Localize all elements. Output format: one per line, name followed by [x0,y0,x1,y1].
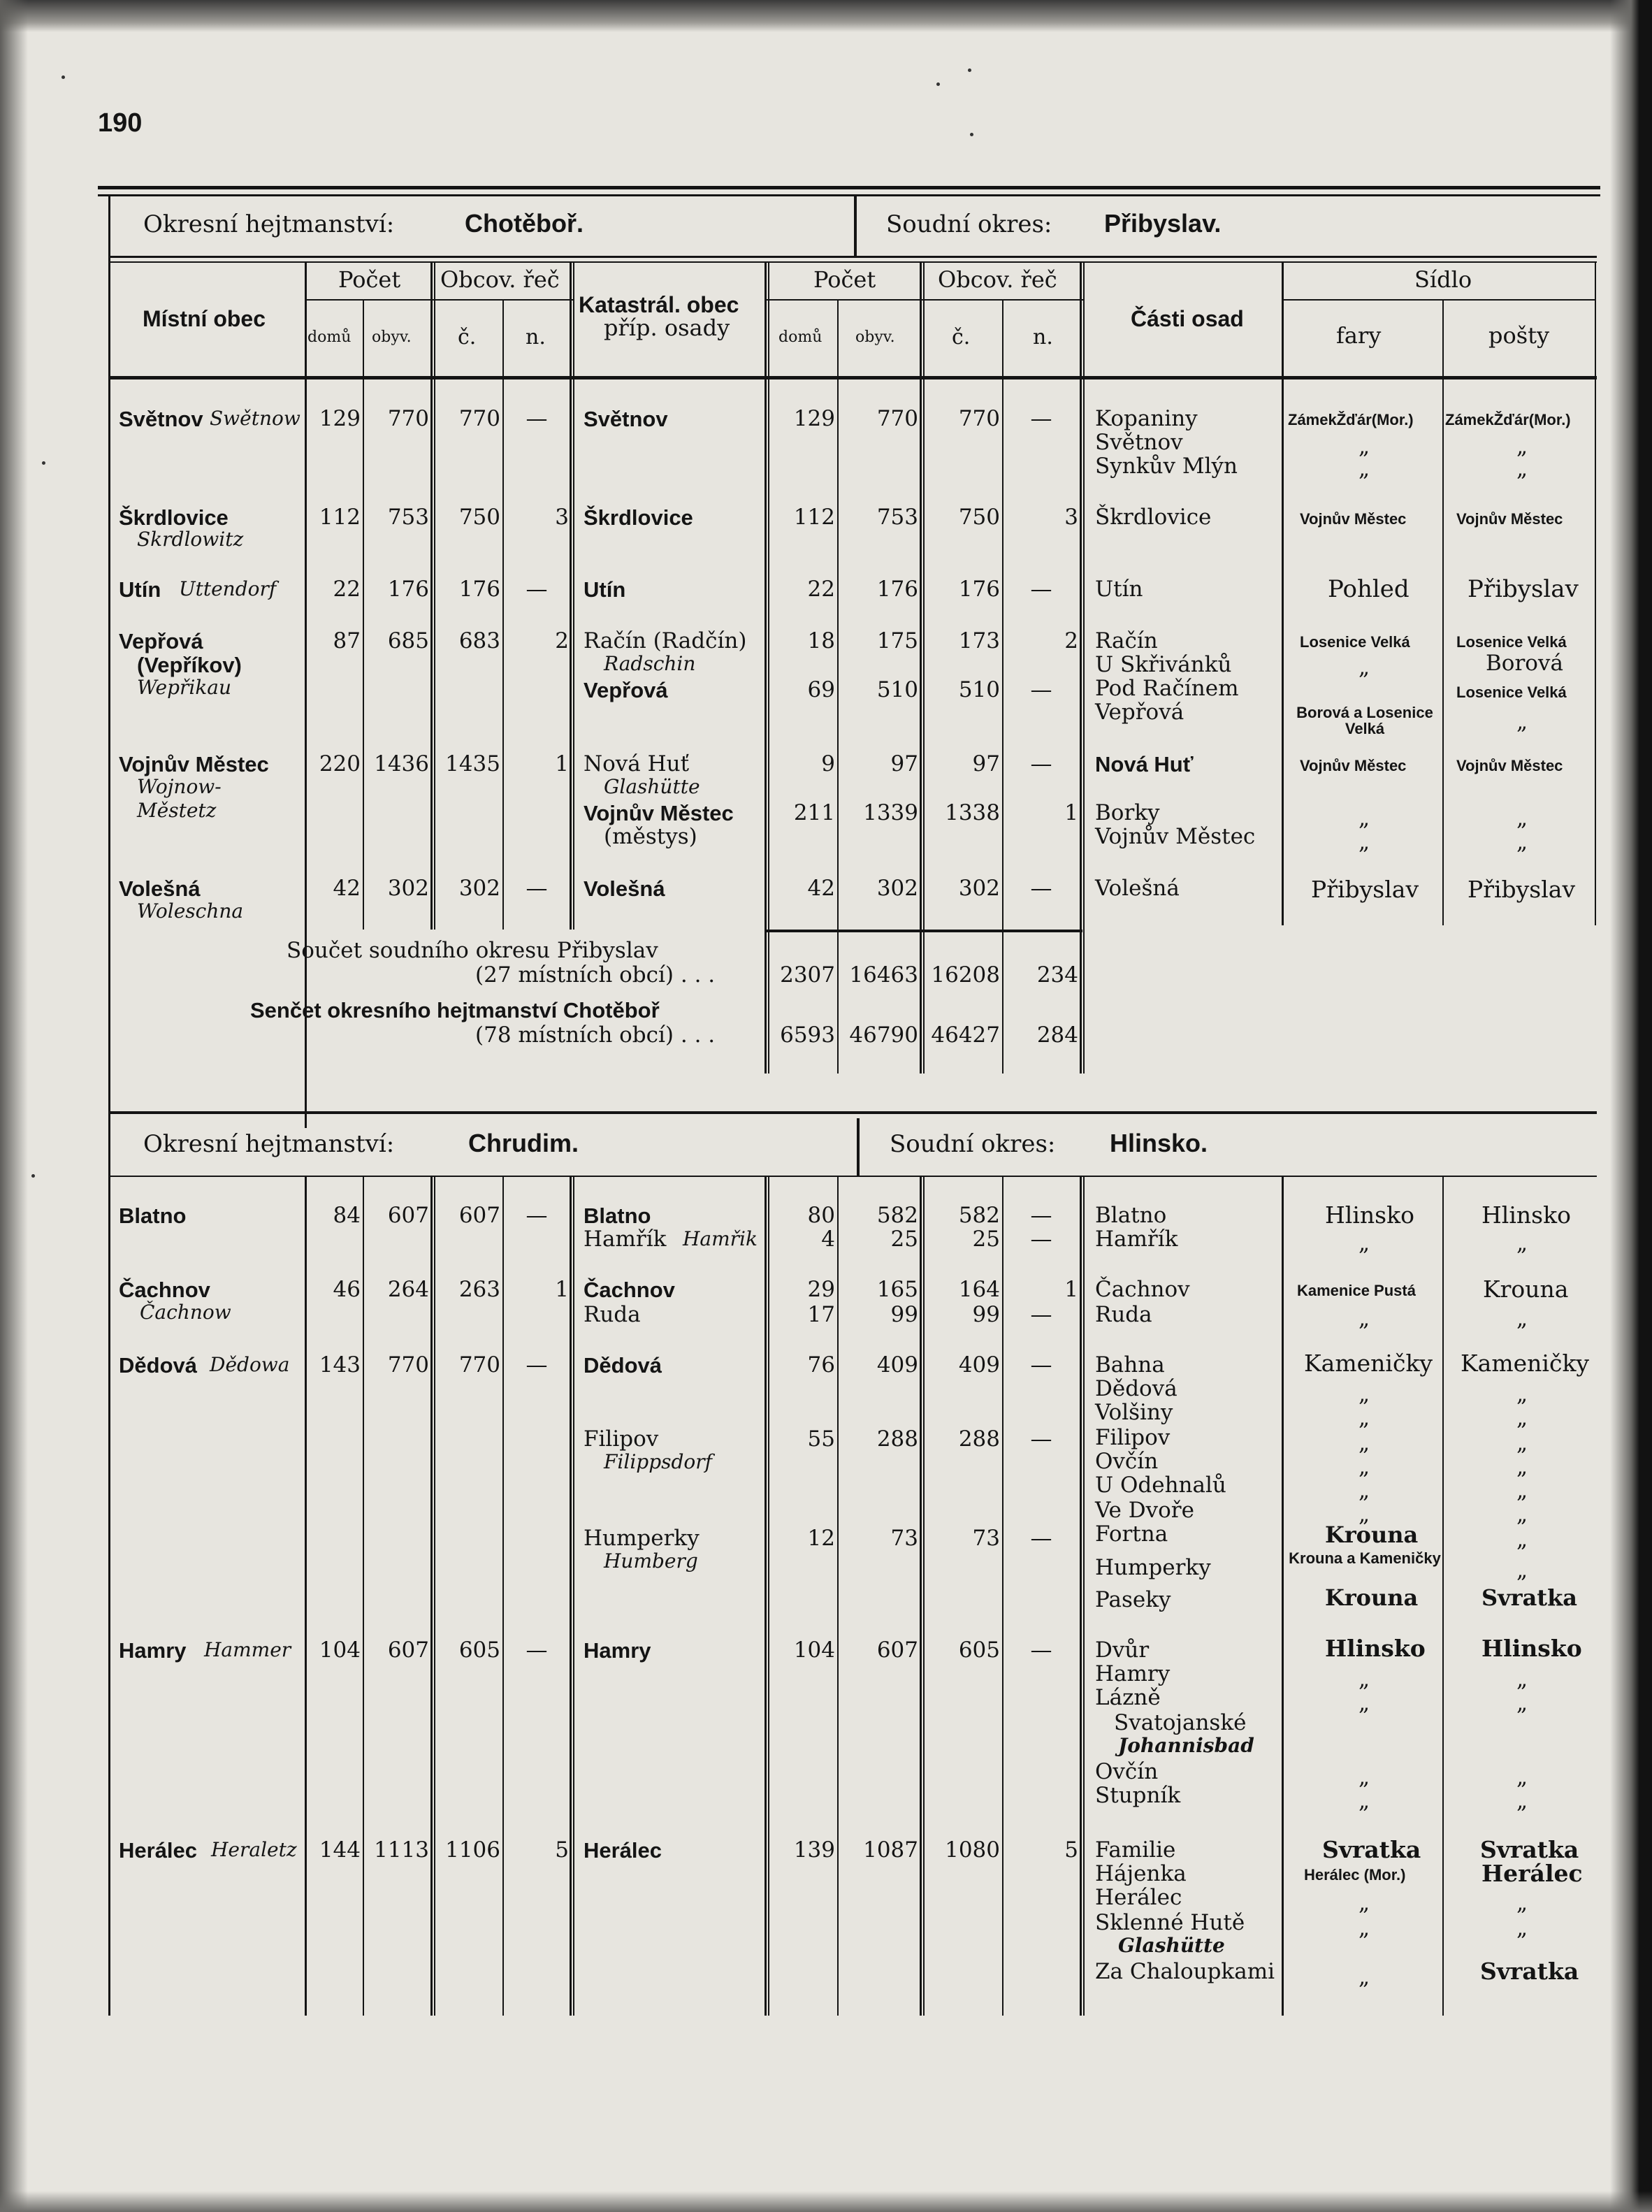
osada: Nová Huť [1095,752,1194,776]
col-header-c: č. [458,325,477,349]
obec-name: Škrdlovice [119,505,229,530]
obec-name: Vojnův Městec [119,752,269,776]
fara: Krouna [1325,1521,1419,1548]
cell-domu: 112 [319,505,361,530]
cell-n: — [526,577,548,602]
katastr-name-de: Humberg [604,1549,698,1573]
osada: Volešná [1095,876,1180,901]
cell-n: 1 [555,1277,569,1302]
cell-k-n: 1 [1064,1277,1078,1302]
cell-k-n: 3 [1064,505,1078,530]
obec-name-de: Skrdlowitz [137,528,244,551]
cell-obyv: 770 [387,406,429,431]
cell-k-domu: 12 [807,1526,835,1551]
katastr-name: Vepřová [584,678,668,702]
cell-domu: 144 [319,1837,361,1863]
cell-k-domu: 112 [793,505,835,530]
scan-edge-left [0,0,28,2212]
cell-k-n: — [1030,1638,1052,1663]
cell-k-domu: 22 [807,577,835,602]
cell-k-domu: 129 [793,406,835,431]
col-header-n: n. [526,325,546,349]
cell-n: 3 [555,505,569,530]
cell-k-obyv: 770 [876,406,918,431]
cell-c: 607 [458,1203,500,1228]
cell-domu: 143 [319,1352,361,1378]
cell-k-c: 164 [958,1277,1000,1302]
osada: U Skřivánků [1095,652,1232,677]
cell-n: — [526,406,548,431]
col-header-pocet: Počet [338,266,401,293]
speck [61,75,65,79]
katastr-name: Herálec [584,1838,662,1863]
osada: Synkův Mlýn [1095,454,1238,479]
cell-k-domu: 29 [807,1277,835,1302]
cell-k-obyv: 510 [876,677,918,702]
katastr-name: Škrdlovice [584,505,693,530]
obec-name: Utín [119,577,161,602]
cell-obyv: 607 [387,1638,429,1663]
cell-k-c: 409 [958,1352,1000,1378]
katastr-name-de: Filippsdorf [604,1450,713,1473]
cell-domu: 220 [319,751,361,776]
cell-domu: 22 [333,577,361,602]
obec-name-de: Městetz [137,799,217,822]
obec-name: Volešná [119,876,201,901]
district-name: Chotěboř. [465,209,584,238]
osada: Ve Dvoře [1095,1498,1194,1523]
col-header-katastr: Katastrál. obec [579,292,739,317]
osada: Borky [1095,800,1160,825]
sum-domu: 6593 [780,1022,835,1048]
cell-k-obyv: 175 [876,628,918,653]
obec-name-de: Hammer [204,1638,291,1661]
sum-n: 284 [1036,1022,1078,1048]
fara: Hlinsko [1325,1201,1414,1229]
cell-k-c: 510 [958,677,1000,702]
osada: Utín [1095,577,1143,602]
cell-k-domu: 42 [807,876,835,901]
cell-n: 2 [555,628,569,653]
sum-domu: 2307 [780,962,835,988]
posta: Kameničky [1461,1350,1590,1377]
cell-obyv: 1113 [374,1837,429,1863]
osada: Račín [1095,628,1158,653]
osada: Ovčín [1095,1759,1159,1784]
cell-k-obyv: 607 [876,1638,918,1663]
cell-n: — [526,876,548,901]
posta: ZámekŽďár(Mor.) [1445,411,1571,428]
scan-edge-bottom [0,2191,1652,2212]
obec-name-de: Heraletz [211,1838,297,1861]
cell-k-c: 176 [958,577,1000,602]
fara: Vojnův Městec [1300,757,1407,774]
osada: Volšiny [1095,1400,1173,1425]
speck [968,68,971,72]
page-number: 190 [98,108,143,138]
court-name: Přibyslav. [1104,209,1222,238]
cell-k-obyv: 1087 [863,1837,918,1863]
osada: Dvůr [1095,1638,1150,1663]
osada: Pod Račínem [1095,676,1239,701]
cell-domu: 104 [319,1638,361,1663]
fara: Vojnův Městec [1300,510,1407,528]
fara: Kamenice Pustá [1297,1282,1416,1299]
posta: Krouna [1483,1275,1569,1303]
cell-domu: 87 [333,628,361,653]
cell-obyv: 607 [387,1203,429,1228]
cell-k-domu: 80 [807,1203,835,1228]
district-label: Okresní hejtmanství: [143,210,395,238]
cell-k-domu: 69 [807,677,835,702]
katastr-name: Světnov [584,407,668,431]
obec-name-de: Wojnow- [137,775,222,798]
fara: Kameničky [1304,1350,1433,1377]
posta: Losenice Velká [1456,684,1567,701]
cell-k-n: — [1030,1203,1052,1228]
obec-name: Světnov [119,407,203,431]
speck [42,461,45,465]
scan-edge-top [0,0,1652,32]
col-header-c-2: č. [952,325,971,349]
posta: Vojnův Městec [1456,510,1563,528]
posta: Svratka [1480,1958,1579,1985]
katastr-name-alt: (městys) [604,824,697,849]
sum-label: Senčet okresního hejtmanství Chotěboř [250,998,660,1022]
cell-k-c: 605 [958,1638,1000,1663]
cell-c: 750 [458,505,500,530]
scan-edge-right [1610,0,1652,2212]
osada-de: Glashütte [1118,1934,1225,1957]
cell-c: 176 [458,577,500,602]
obec-name: Dědová [119,1353,197,1378]
katastr-name-de: Glashütte [604,775,700,798]
osada: Hamřík [1095,1227,1178,1252]
col-header-katastr-2: příp. osady [604,315,730,341]
court-label: Soudní okres: [890,1130,1056,1158]
court-name: Hlinsko. [1110,1129,1208,1157]
cell-obyv: 685 [387,628,429,653]
cell-k-c: 582 [958,1203,1000,1228]
fara: ZámekŽďár(Mor.) [1288,411,1414,428]
cell-k-obyv: 288 [876,1426,918,1452]
osada: Za Chaloupkami [1095,1959,1275,1984]
posta: Losenice Velká [1456,633,1567,651]
cell-c: 605 [458,1638,500,1663]
katastr-name: Hamřík [584,1227,667,1252]
sum-label: (78 místních obcí) . . . [475,1022,716,1048]
cell-k-c: 73 [972,1526,1000,1551]
sum-obyv: 46790 [849,1022,918,1048]
cell-k-n: — [1030,1227,1052,1252]
fara: Krouna a Kameničky [1289,1549,1441,1567]
fara: Hlinsko [1325,1635,1426,1662]
posta: Přibyslav [1468,876,1576,903]
cell-k-n: — [1030,1302,1052,1327]
col-header-mistni-obec: Místní obec [143,306,266,331]
osada: Bahna [1095,1352,1165,1378]
cell-n: — [526,1203,548,1228]
col-header-domu: domů [307,328,352,346]
speck [936,82,940,86]
cell-c: 1106 [445,1837,500,1863]
cell-k-c: 750 [958,505,1000,530]
obec-name: Čachnov [119,1278,210,1302]
osada: Hamry [1095,1661,1171,1686]
osada: Čachnov [1095,1277,1190,1302]
cell-k-n: — [1030,876,1052,901]
osada: Ovčín [1095,1449,1159,1474]
osada: Vepřová [1095,700,1184,725]
cell-domu: 42 [333,876,361,901]
cell-k-domu: 4 [821,1227,835,1252]
osada: Vojnův Městec [1095,824,1256,849]
sum-c: 46427 [931,1022,1000,1048]
posta: Hlinsko [1481,1635,1582,1662]
fara: Herálec (Mor.) [1304,1866,1406,1884]
fara: Borová a Losenice Velká [1296,704,1433,738]
posta: Vojnův Městec [1456,757,1563,774]
cell-k-obyv: 409 [876,1352,918,1378]
col-header-fary: fary [1336,322,1382,349]
cell-c: 302 [458,876,500,901]
posta: Přibyslav [1468,575,1579,603]
posta: Herálec [1481,1860,1583,1887]
obec-name-de: Uttendorf [179,577,277,600]
cell-domu: 84 [333,1203,361,1228]
obec-name-de: Wepřikau [137,676,232,699]
obec-name-de: Dědowa [210,1353,290,1376]
osada: Herálec [1095,1885,1182,1910]
cell-k-c: 97 [972,751,1000,776]
cell-k-n: — [1030,577,1052,602]
cell-k-domu: 211 [793,800,835,825]
col-header-obcov-rec: Obcov. řeč [440,266,560,293]
sum-n: 234 [1036,962,1078,988]
col-header-posty: pošty [1488,322,1550,349]
cell-k-n: — [1030,1352,1052,1378]
osada: Familie [1095,1837,1176,1863]
col-header-pocet-2: Počet [813,266,876,293]
cell-k-obyv: 73 [890,1526,918,1551]
osada: Sklenné Hutě [1095,1910,1245,1935]
cell-c: 683 [458,628,500,653]
cell-k-c: 288 [958,1426,1000,1452]
cell-k-domu: 76 [807,1352,835,1378]
posta: Svratka [1480,1836,1579,1863]
cell-k-c: 25 [972,1227,1000,1252]
sum-c: 16208 [931,962,1000,988]
cell-obyv: 753 [387,505,429,530]
sum-obyv: 16463 [849,962,918,988]
col-header-n-2: n. [1033,325,1053,349]
posta: Svratka [1481,1584,1577,1611]
obec-name-de: Woleschna [137,899,244,923]
cell-k-obyv: 1339 [863,800,918,825]
katastr-name: Dědová [584,1353,662,1378]
katastr-name-de: Radschin [604,652,696,675]
obec-name-de: Čachnow [140,1301,231,1324]
cell-k-domu: 9 [821,751,835,776]
cell-k-domu: 17 [807,1302,835,1327]
katastr-name-de: Hamřik [683,1227,758,1250]
osada: Paseky [1095,1587,1171,1612]
osada: Škrdlovice [1095,505,1212,530]
katastr-name: Vojnův Městec [584,801,734,825]
cell-n: 5 [555,1837,569,1863]
osada: Kopaniny [1095,406,1198,431]
posta: Hlinsko [1481,1201,1571,1229]
fara: Svratka [1322,1836,1421,1863]
cell-k-obyv: 753 [876,505,918,530]
cell-obyv: 1436 [374,751,429,776]
osada-de: Johannisbad [1118,1734,1254,1757]
katastr-name: Nová Huť [584,751,690,776]
cell-k-n: — [1030,1526,1052,1551]
cell-n: — [526,1638,548,1663]
osada: Světnov [1095,430,1183,455]
cell-k-obyv: 25 [890,1227,918,1252]
cell-obyv: 302 [387,876,429,901]
cell-domu: 46 [333,1277,361,1302]
katastr-name: Blatno [584,1203,651,1228]
cell-k-domu: 139 [793,1837,835,1863]
cell-k-n: — [1030,677,1052,702]
osada: Fortna [1095,1521,1168,1547]
cell-k-obyv: 165 [876,1277,918,1302]
cell-k-n: 1 [1064,800,1078,825]
katastr-name: Volešná [584,876,665,901]
osada: Svatojanské [1114,1710,1247,1735]
katastr-name: Humperky [584,1526,700,1551]
fara: Krouna [1325,1584,1419,1611]
court-label: Soudní okres: [886,210,1052,238]
cell-k-c: 1080 [945,1837,1000,1863]
cell-k-n: 2 [1064,628,1078,653]
col-header-obcov-rec-2: Obcov. řeč [938,266,1057,293]
district-label: Okresní hejtmanství: [143,1130,395,1158]
speck [31,1174,35,1178]
cell-k-n: 5 [1064,1837,1078,1863]
posta: Borová [1486,651,1563,676]
cell-n: — [526,1352,548,1378]
cell-n: 1 [555,751,569,776]
fara: Losenice Velká [1300,633,1410,651]
osada: Dědová [1095,1376,1178,1401]
cell-k-domu: 104 [793,1638,835,1663]
cell-k-obyv: 97 [890,751,918,776]
katastr-name: Utín [584,577,626,602]
cell-k-c: 173 [958,628,1000,653]
speck [970,133,973,136]
katastr-name: Filipov [584,1426,659,1452]
osada: Hájenka [1095,1861,1187,1886]
cell-k-obyv: 302 [876,876,918,901]
col-header-obyv: obyv. [372,328,412,346]
cell-obyv: 770 [387,1352,429,1378]
cell-obyv: 264 [387,1277,429,1302]
katastr-name: Račín (Radčín) [584,628,747,653]
katastr-name: Ruda [584,1302,641,1327]
district-name: Chrudim. [468,1129,579,1157]
obec-name: Vepřová [119,629,203,653]
obec-name-alt: (Vepříkov) [137,653,242,677]
cell-k-obyv: 582 [876,1203,918,1228]
cell-k-n: — [1030,406,1052,431]
cell-k-c: 770 [958,406,1000,431]
katastr-name: Hamry [584,1638,651,1663]
col-header-sidlo: Sídlo [1414,266,1472,293]
obec-name: Blatno [119,1203,187,1228]
cell-obyv: 176 [387,577,429,602]
cell-k-obyv: 176 [876,577,918,602]
katastr-name: Čachnov [584,1278,675,1302]
cell-k-c: 1338 [945,800,1000,825]
cell-k-domu: 55 [807,1426,835,1452]
osada: Lázně [1095,1685,1161,1710]
cell-c: 1435 [445,751,500,776]
obec-name: Herálec [119,1838,198,1863]
cell-c: 770 [458,1352,500,1378]
cell-k-domu: 18 [807,628,835,653]
cell-domu: 129 [319,406,361,431]
sum-label: (27 místních obcí) . . . [475,962,716,988]
cell-c: 263 [458,1277,500,1302]
cell-k-c: 99 [972,1302,1000,1327]
fara: Přibyslav [1311,876,1419,903]
sum-label: Součet soudního okresu Přibyslav [287,938,658,963]
cell-k-obyv: 99 [890,1302,918,1327]
fara: Pohled [1328,575,1410,603]
cell-c: 770 [458,406,500,431]
col-header-casti-osad: Části osad [1131,306,1244,331]
obec-name-de: Swětnow [210,407,300,430]
osada: Stupník [1095,1783,1181,1808]
cell-k-c: 302 [958,876,1000,901]
col-header-domu-2: domů [778,328,823,346]
osada: Blatno [1095,1203,1167,1228]
osada: U Odehnalů [1095,1473,1226,1498]
osada: Filipov [1095,1425,1171,1450]
cell-k-n: — [1030,751,1052,776]
col-header-obyv-2: obyv. [855,328,895,346]
cell-k-n: — [1030,1426,1052,1452]
osada: Ruda [1095,1302,1152,1327]
obec-name: Hamry [119,1638,187,1663]
scanned-page: 190 Okresní hejtmanství: Chotěboř. Soudní okres: Přibyslav. Místní obec Počet domů obyv. Obcov. řeč č. n. Katastrál. obec příp. osady Počet domů obyv. Obcov. řeč č. n. Části osad Sídlo fary pošty Světnov Swětnow 129 770 770 — Světnov 129 770 770 — Kopaniny Světnov Synkův Mlýn ZámekŽďár(Mor.) ZámekŽďár(Mor.) „ „ „ „ Škrdlovice Skrdlowitz 112 753 750 3 Škrdlovice 112 753 750 3 Škrdlovice Vojnův Městec Vojnův Městec Utín Uttendorf 22 176 176 — Utín 22 176 176 — Utín Pohled Přibyslav Vepřová (Vepříkov) Wepřikau 87 685 683 2 Račín (Radčín) Radschin 18 175 173 2 Vepřová 69 510 510 — Račín U Skřivánků Pod Račínem Vepřová Losenice Velká Losenice Velká „ Borová Losenice Velká Borová a Losenice Velká „ Vojnův Městec Wojnow- Městetz 220 1436 1435 1 Nová Huť Glashütte 9 97 97 — Vojnův Městec (městys) 211 1339 1338 1 Nová Huť Borky Vojnův Městec Vojnův Městec Vojnův Městec „ „ „ „ Volešná Woleschna 42 302 302 — Volešná 42 302 302 — Volešná Přibyslav Přibyslav Součet soudního okresu Přibyslav (27 místních obcí) . . . 2307 16463 16208 234 Senčet okresního hejtmanství Chotěboř (78 místních obcí) . . . 6593 46790 46427 284 Okresní hejtmanství: Chrudim. Soudní okres: Hlinsko. Blatno 84 607 607 — Blatno 80 582 582 — Hamřík Hamřik 4 25 25 — Blatno Hamřík Hlinsko Hlinsko „ „ Čachnov Čachnow 46 264 263 1 Čachnov 29 165 164 1 Ruda 17 99 99 — Čachnov Ruda Kamenice Pustá Krouna „ „ Dědová Dědowa 143 770 770 — Dědová 76 409 409 — Filipov Filippsdorf 55 288 288 — Humperky Humberg 12 73 73 — Bahna Dědová Volšiny Filipov Ovčín U Odehnalů Ve Dvoře Fortna Humperky Paseky Kameničky Kameničky „ „ „ „ „ „ „ „ „ „ „ „ „ „ Krouna Krouna a Kameničky Krouna Svratka Hamry Hammer 104 607 605 — Hamry 104 607 605 — Dvůr Hamry Lázně Svatojanské Johannisbad Ovčín Stupník Hlinsko Hlinsko „ „ „ „ „ „ „ „ Herálec Heraletz 144 1113 1106 5 Herálec 139 1087 1080 5 Familie Hájenka Herálec Sklenné Hutě Glashütte Za Chaloupkami Svratka Svratka Herálec (Mor.) Herálec „ „ „ „ „ Svratka [0,0,1652,2212]
osada: Humperky [1095,1555,1211,1580]
